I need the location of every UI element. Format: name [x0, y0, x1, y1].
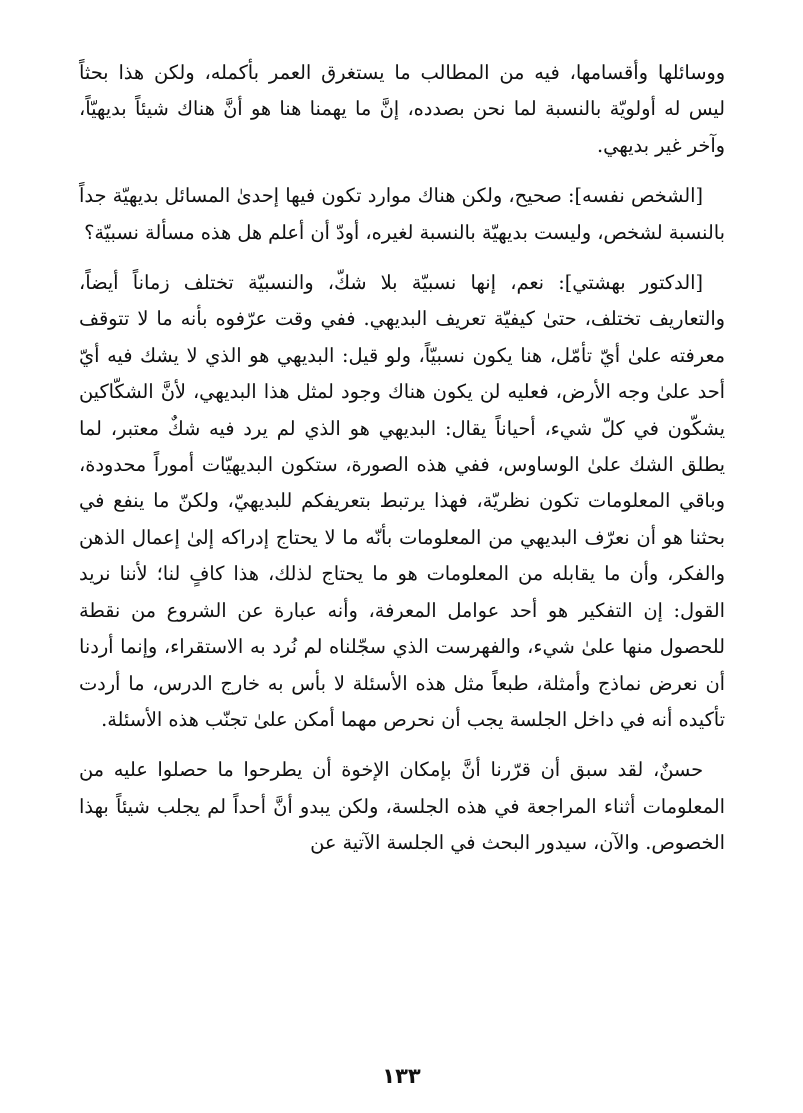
body-text [79, 55, 725, 862]
page-number: ١٣٣ [382, 1064, 421, 1088]
paragraph-closing: حسنٌ، لقد سبق أن قرّرنا أنَّ بإمكان الإخوة أن يطرحوا ما حصلوا عليه من المعلومات أثناء المراجعة في هذه الجلسة، ولكن يبدو أنَّ أحداً لم يجلب شيئاً بهذا الخصوص. والآن، سيدور البحث في الجلسة الآتية عن [79, 758, 725, 855]
paragraph-continuation: ووسائلها وأقسامها، فيه من المطالب ما يستغرق العمر بأكمله، ولكن هذا بحثاً ليس له أولويّة بالنسبة لما نحن بصدده، إنَّ ما يهمنا هنا هو أنَّ هناك شيئاً بديهيّاً، وآخر غير بديهي. [79, 61, 725, 157]
paragraph-questioner: [الشخص نفسه]: صحيح، ولكن هناك موارد تكون فيها إحدىٰ المسائل بديهيّة جداً بالنسبة لشخص، وليست بديهيّة بالنسبة لغيره، أودّ أن أعلم هل هذه مسألة نسبيّة؟ [79, 184, 725, 244]
paragraph-dr-beheshti: [الدكتور بهشتي]: نعم، إنها نسبيّة بلا شكّ، والنسبيّة تختلف زماناً أيضاً، والتعاريف تختلف، حتىٰ كيفيّة تعريف البديهي. ففي وقت عرّفوه بأنه ما لا تتوقف معرفته علىٰ أيّ تأمّل، هنا يكون نسبيّاً، ولو قيل: البديهي هو الذي لا يشك فيه أيّ أحد علىٰ وجه الأرض، فعليه لن يكون هناك وجود لمثل هذا البديهي، لأنَّ الشكّاكين يشكّون في كلّ شيء، أحياناً يقال: البديهي هو الذي لم يرد فيه شكٌ معتبر، لما يطلق الشك علىٰ الوساوس، ففي هذه الصورة، ستكون البديهيّات أموراً محدودة، وباقي المعلومات تكون نظريّة، فهذا يرتبط بتعريفكم للبديهيّ، ولكنّ ما ينفع في بحثنا هو أن نعرّف البديهي من المعلومات بأنّه ما لا يحتاج إدراكه إلىٰ إعمال الذهن والفكر، وأن ما يقابله من المعلومات هو ما يحتاج لذلك، هذا كافٍ لنا؛ لأننا نريد القول: إن التفكير هو أحد عوامل المعرفة، وأنه عبارة عن الشروع من نقطة للحصول منها علىٰ شيء، والفهرست الذي سجّلناه لم نُرد به الاستقراء، وإنما أردنا أن نعرض نماذج وأمثلة، طبعاً مثل هذه الأسئلة لا بأس به خارج الدرس، ما أردت تأكيده أنه في داخل الجلسة يجب أن نحرص مهما أمكن علىٰ تجنّب هذه الأسئلة. [79, 271, 725, 731]
